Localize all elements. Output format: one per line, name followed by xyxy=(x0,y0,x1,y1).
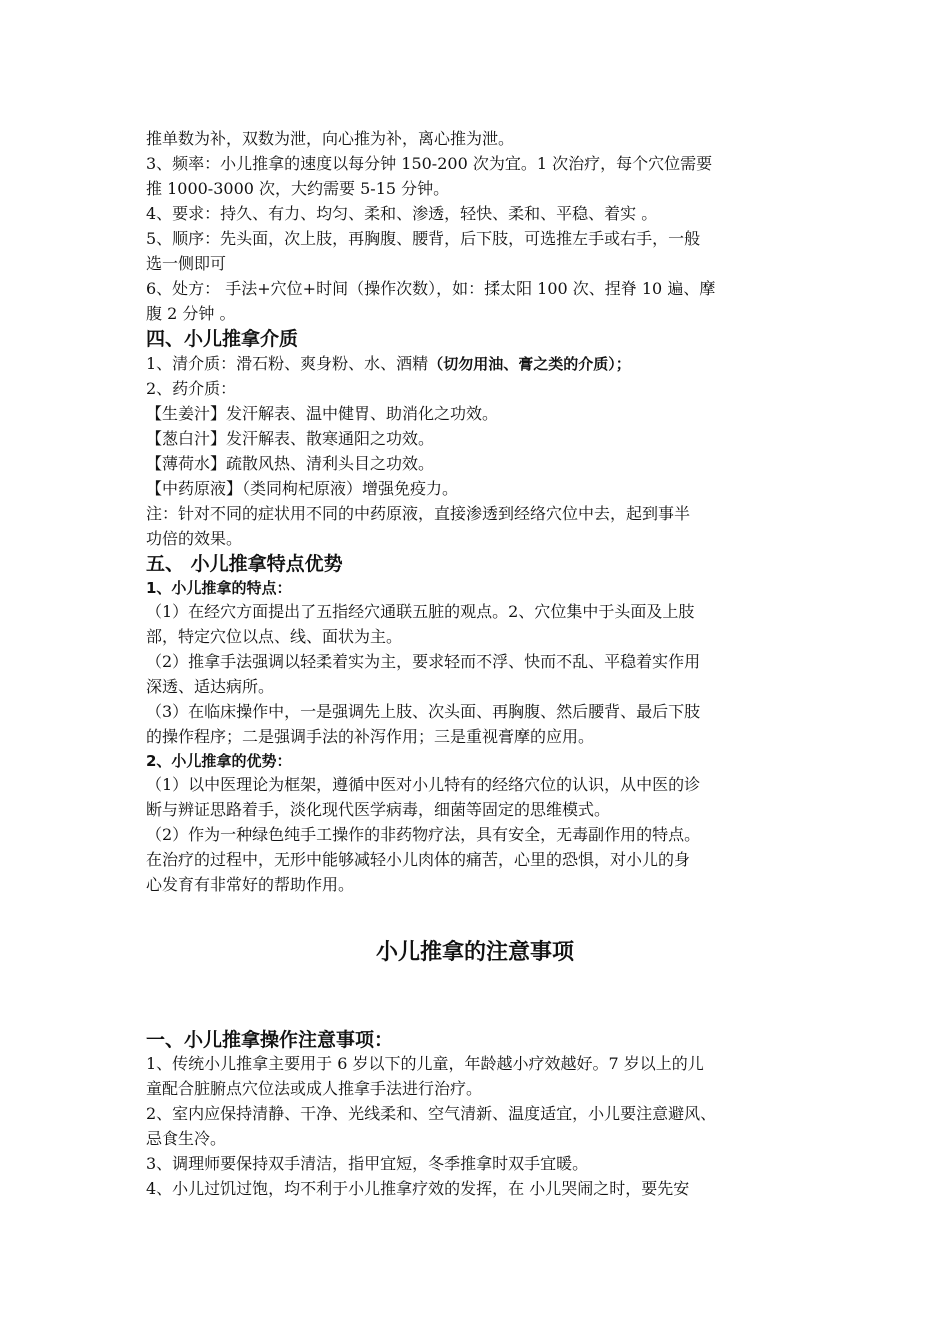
section-heading: 四、小儿推拿介质 xyxy=(146,328,299,350)
subsection-heading: 1、小儿推拿的特点： xyxy=(146,579,292,597)
text-line: 深透、适达病所。 xyxy=(146,677,275,696)
text-line: 2、药介质： xyxy=(146,379,237,398)
text-line xyxy=(146,352,631,376)
text-line: 腹 2 分钟 。 xyxy=(146,304,236,323)
text-line: 【葱白汁】发汗解表、散寒通阳之功效。 xyxy=(146,429,435,448)
page-title: 小儿推拿的注意事项 xyxy=(375,940,574,965)
text-line: 3、频率：小儿推拿的速度以每分钟 150-200 次为宜。1 次治疗，每个穴位需要 xyxy=(146,154,713,173)
text-line: 的操作程序；二是强调手法的补泻作用；三是重视膏摩的应用。 xyxy=(146,727,595,746)
text-line: 4、小儿过饥过饱，均不利于小儿推拿疗效的发挥，在 小儿哭闹之时，要先安 xyxy=(146,1179,690,1198)
text-line: 推单数为补，双数为泄，向心推为补，离心推为泄。 xyxy=(146,129,515,148)
text-line: 5、顺序：先头面，次上肢，再胸腹、腰背，后下肢，可选推左手或右手，一般 xyxy=(146,229,701,248)
section-heading: 一、小儿推拿操作注意事项： xyxy=(146,1029,394,1051)
text-line: （3）在临床操作中，一是强调先上肢、次头面、再胸腹、然后腰背、最后下肢 xyxy=(146,702,701,721)
text-line: 童配合脏腑点穴位法或成人推拿手法进行治疗。 xyxy=(146,1079,483,1098)
text-line: 心发育有非常好的帮助作用。 xyxy=(146,875,355,894)
text-line: 推 1000-3000 次，大约需要 5-15 分钟。 xyxy=(146,179,450,198)
text-line: 【生姜汁】发汗解表、温中健胃、助消化之功效。 xyxy=(146,404,499,423)
text-line: 3、调理师要保持双手清洁，指甲宜短，冬季推拿时双手宜暖。 xyxy=(146,1154,589,1173)
text-line: （2）推拿手法强调以轻柔着实为主，要求轻而不浮、快而不乱、平稳着实作用 xyxy=(146,652,701,671)
text-line: 4、要求：持久、有力、均匀、柔和、渗透，轻快、柔和、平稳、着实 。 xyxy=(146,204,658,223)
text-span: 1、清介质：滑石粉、爽身粉、水、酒精 xyxy=(146,354,429,373)
text-line: 在治疗的过程中，无形中能够减轻小儿肉体的痛苦，心里的恐惧，对小儿的身 xyxy=(146,850,691,869)
text-line: 6、处方： 手法+穴位+时间（操作次数），如：揉太阳 100 次、捏脊 10 遍、摩 xyxy=(146,279,716,298)
text-line: 2、室内应保持清静、干净、光线柔和、空气清新、温度适宜，小儿要注意避风、 xyxy=(146,1104,717,1123)
subsection-heading: 2、小儿推拿的优势： xyxy=(146,752,292,770)
text-line: 忌食生冷。 xyxy=(146,1129,227,1148)
text-line: （1）以中医理论为框架，遵循中医对小儿特有的经络穴位的认识，从中医的诊 xyxy=(146,775,701,794)
section-heading: 五、 小儿推拿特点优势 xyxy=(146,553,343,575)
text-line: 部，特定穴位以点、线、面状为主。 xyxy=(146,627,403,646)
text-line: 断与辨证思路着手，淡化现代医学病毒，细菌等固定的思维模式。 xyxy=(146,800,611,819)
text-line: 【中药原液】（类同枸杞原液）增强免疫力。 xyxy=(146,479,459,498)
text-line: 【薄荷水】疏散风热、清利头目之功效。 xyxy=(146,454,435,473)
bold-text-span: （切勿用油、膏之类的介质）； xyxy=(428,355,631,373)
text-line: 选一侧即可 xyxy=(146,254,227,273)
text-line: （2）作为一种绿色纯手工操作的非药物疗法，具有安全，无毒副作用的特点。 xyxy=(146,825,701,844)
text-line: 1、传统小儿推拿主要用于 6 岁以下的儿童，年龄越小疗效越好。7 岁以上的儿 xyxy=(146,1054,704,1073)
text-line: 注：针对不同的症状用不同的中药原液，直接渗透到经络穴位中去，起到事半 xyxy=(146,504,691,523)
text-line: （1）在经穴方面提出了五指经穴通联五脏的观点。2、穴位集中于头面及上肢 xyxy=(146,602,695,621)
text-line: 功倍的效果。 xyxy=(146,529,243,548)
